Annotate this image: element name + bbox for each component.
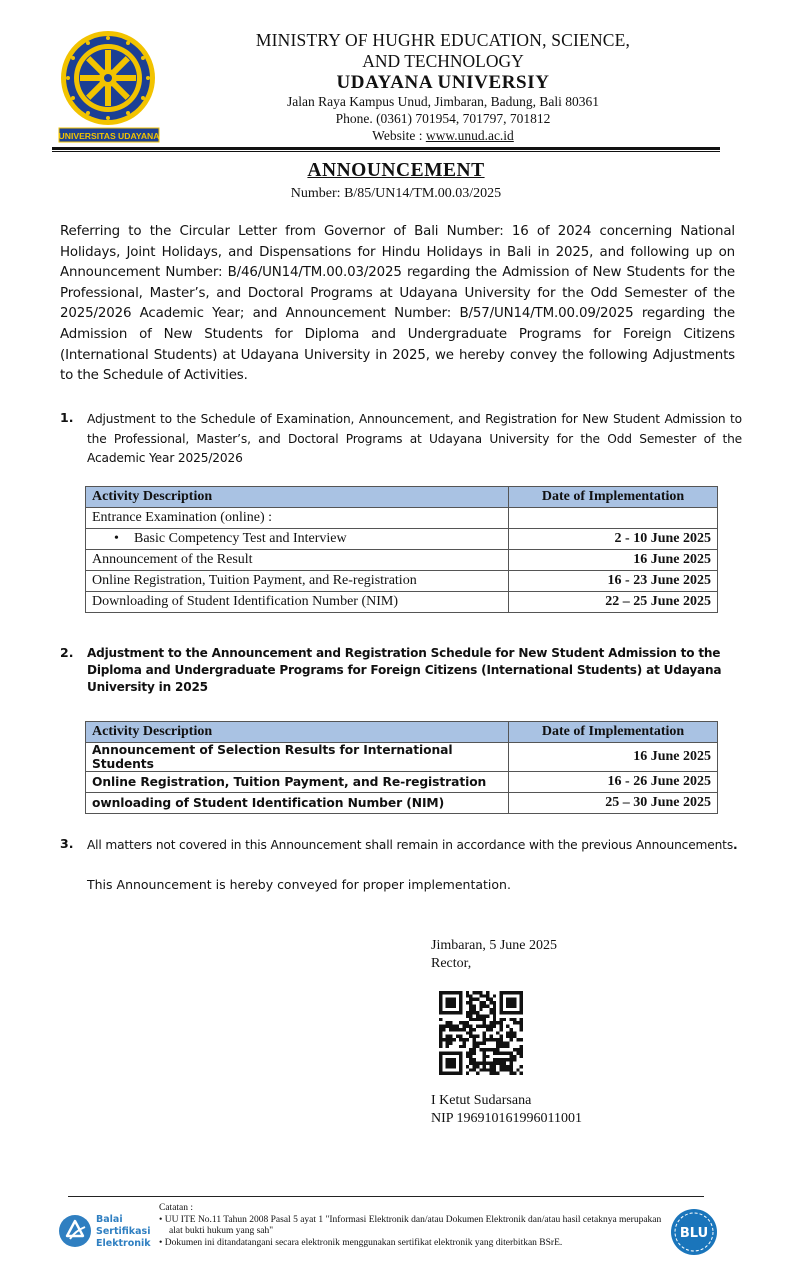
university-logo <box>58 30 162 144</box>
row-date: 16 - 26 June 2025 <box>509 772 718 793</box>
signer-role: Rector, <box>431 956 472 971</box>
header-date: Date of Implementation <box>509 487 718 508</box>
table-header-row <box>86 722 718 743</box>
row-desc: Entrance Examination (online) : <box>86 508 509 529</box>
note-item: • Dokumen ini ditandatangani secara elektronik menggunakan sertifikat elektronik yang diterbitkan BSrE. <box>159 1237 563 1248</box>
item-number-1: 1. <box>60 410 74 425</box>
table-row <box>86 550 718 571</box>
signature-place-date <box>431 937 557 973</box>
signer-nip: NIP 196910161996011001 <box>431 1111 583 1126</box>
bsre-logo <box>58 1209 158 1253</box>
row-desc <box>86 529 509 550</box>
note-text: UU ITE No.11 Tahun 2008 Pasal 5 ayat 1 "Informasi Elektronik dan/atau Dokumen Elektronik dan/atau hasil cetaknya merupakan alat bukti hukum yang sah" <box>164 1214 662 1236</box>
bsre-logo-line1: Balai <box>96 1214 123 1225</box>
intro-paragraph: Referring to the Circular Letter from Governor of Bali Number: 16 of 2024 concerning National Holidays, Joint Holidays, and Dispensations for Hindu Holidays in Bali in 2025, and following up on Announcement Number: B/46/UN14/TM.00.03/2025 regarding the Admission of New Students for the Professional, Master’s, and Doctoral Programs at Udayana University for the Odd Semester of the 2025/2026 Academic Year; and Announcement Number: B/57/UN14/TM.00.09/2025 regarding the Admission of New Students for Diploma and Undergraduate Programs for Foreign Citizens (International Students) at Udayana University in 2025, we hereby convey the following Adjustments to the Schedule of Activities. <box>60 224 735 384</box>
item-text-3 <box>87 836 742 856</box>
footer-rule <box>68 1196 704 1197</box>
schedule-table-1 <box>85 486 718 613</box>
university-name: UDAYANA UNIVERSIY <box>336 72 550 93</box>
signer-block <box>431 1092 582 1128</box>
table-row <box>86 508 718 529</box>
item-number-3: 3. <box>60 836 74 851</box>
table-row <box>86 529 718 550</box>
schedule-table-2 <box>85 721 718 814</box>
table-row <box>86 571 718 592</box>
letterhead-rule-thick <box>52 147 720 150</box>
item-text-1: Adjustment to the Schedule of Examination, Announcement, and Registration for New Student Admission to the Professional, Master’s, and Doctoral Programs at Udayana University for the Odd Semester of the Academic Year 2025/2026 <box>87 412 742 465</box>
ministry-name-line1: MINISTRY OF HUGHR EDUCATION, SCIENCE, <box>255 30 631 50</box>
website <box>160 128 726 144</box>
closing-statement: This Announcement is hereby conveyed for proper implementation. <box>87 877 511 892</box>
table-row <box>86 743 718 772</box>
row-desc: Announcement of the Result <box>86 550 509 571</box>
table-row <box>86 793 718 814</box>
website-link[interactable]: www.unud.ac.id <box>425 128 514 143</box>
row-desc: Online Registration, Tuition Payment, and Re-registration <box>86 772 509 793</box>
blu-logo-text: BLU <box>679 1226 709 1241</box>
letterhead-rule-thin <box>52 151 720 152</box>
notes-title: Catatan : <box>159 1203 194 1213</box>
ministry-name-line2: AND TECHNOLOGY <box>362 51 524 71</box>
row-desc: Online Registration, Tuition Payment, and Re-registration <box>86 571 509 592</box>
table-row <box>86 592 718 613</box>
footer-notes <box>159 1203 669 1249</box>
row-desc: ownloading of Student Identification Number (NIM) <box>86 793 509 814</box>
header-activity: Activity Description <box>86 722 509 743</box>
header-activity: Activity Description <box>86 487 509 508</box>
row-date: 16 - 23 June 2025 <box>509 571 718 592</box>
announcement-title: ANNOUNCEMENT <box>307 160 485 181</box>
note-text: Dokumen ini ditandatangani secara elektronik menggunakan sertifikat elektronik yang diterbitkan BSrE. <box>164 1237 563 1248</box>
item-number-2: 2. <box>60 645 74 660</box>
table-row <box>86 772 718 793</box>
row-date <box>509 508 718 529</box>
blu-logo <box>670 1208 718 1256</box>
item-text-3-body: All matters not covered in this Announcement shall remain in accordance with the previous Announcements <box>87 838 734 852</box>
row-desc-text: Basic Competency Test and Interview <box>134 531 347 546</box>
table-header-row <box>86 487 718 508</box>
item-text-2: Adjustment to the Announcement and Registration Schedule for New Student Admission to the Diploma and Undergraduate Programs for Foreign Citizens (International Students) at Udayana University in 2025 <box>87 646 722 694</box>
row-desc: Downloading of Student Identification Number (NIM) <box>86 592 509 613</box>
row-date: 22 – 25 June 2025 <box>509 592 718 613</box>
header-date: Date of Implementation <box>509 722 718 743</box>
bsre-logo-line3: Elektronik <box>96 1238 151 1249</box>
row-date: 16 June 2025 <box>509 550 718 571</box>
note-item: • UU ITE No.11 Tahun 2008 Pasal 5 ayat 1 "Informasi Elektronik dan/atau Dokumen Elektronik dan/atau hasil cetaknya merupakan alat bukti hukum yang sah" <box>159 1214 662 1236</box>
website-label: Website : <box>372 128 426 143</box>
row-date: 25 – 30 June 2025 <box>509 793 718 814</box>
row-date: 16 June 2025 <box>509 743 718 772</box>
row-desc: Announcement of Selection Results for International Students <box>86 743 509 772</box>
address: Jalan Raya Kampus Unud, Jimbaran, Badung, Bali 80361 <box>287 94 599 109</box>
row-date: 2 - 10 June 2025 <box>509 529 718 550</box>
signer-name: I Ketut Sudarsana <box>431 1093 532 1108</box>
logo-text: UNIVERSITAS UDAYANA <box>58 131 160 141</box>
bullet: • <box>114 531 119 546</box>
qr-code-icon <box>439 991 523 1075</box>
phone: Phone. (0361) 701954, 701797, 701812 <box>335 111 551 126</box>
place-date: Jimbaran, 5 June 2025 <box>431 938 557 953</box>
item-text-3-end-mark: . <box>733 838 738 852</box>
announcement-number: Number: B/85/UN14/TM.00.03/2025 <box>290 186 502 201</box>
bsre-logo-line2: Sertifikasi <box>96 1226 151 1237</box>
